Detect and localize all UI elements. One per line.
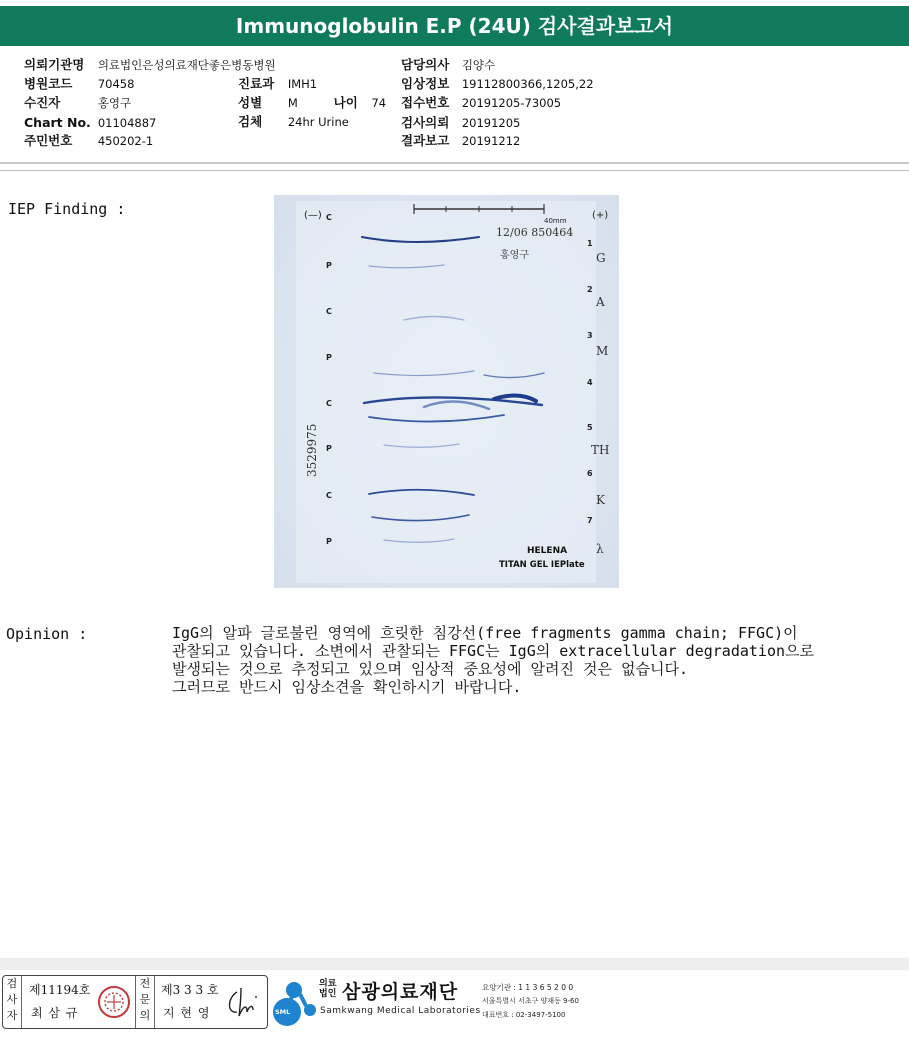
hospital-code-label: 병원코드 <box>24 76 73 91</box>
lane-letter: P <box>326 261 332 270</box>
institution-value: 의료법인은성의료재단좋은병동병원 <box>97 58 276 72</box>
antiserum-label: TH <box>591 443 610 457</box>
seal-icon <box>97 982 131 1022</box>
header-divider <box>0 162 909 164</box>
receipt-value: 20191205-73005 <box>461 96 562 110</box>
footer-divider <box>0 958 909 970</box>
doctor-label: 담당의사 <box>401 57 450 72</box>
opinion-line: 발생되는 것으로 추정되고 있으며 임상적 중요성에 알려진 것은 없습니다. <box>172 660 688 678</box>
report-title: Immunoglobulin E.P (24U) 검사결과보고서 <box>0 6 909 46</box>
antiserum-label: λ <box>596 542 604 556</box>
opinion-text <box>172 624 902 696</box>
lane-number: 5 <box>587 423 593 432</box>
receipt-row <box>401 94 561 112</box>
clinical-row <box>401 75 594 93</box>
company-prefix-top: 의료 <box>319 979 337 989</box>
report-footer <box>0 972 909 1032</box>
hospital-code-row <box>24 75 134 93</box>
sml-logo-text: SML <box>275 1008 291 1016</box>
report-row <box>401 132 520 150</box>
company-prefix-bottom: 법인 <box>319 989 337 999</box>
handwritten-id: 12/06 850464 <box>496 226 574 239</box>
header-divider-thin <box>0 170 909 171</box>
doctor-value: 김양수 <box>461 58 496 72</box>
handwritten-name: 홍영구 <box>500 250 529 261</box>
lane-number: 2 <box>587 285 593 294</box>
scale-label: 40mm <box>544 217 567 225</box>
lane-letter: C <box>326 399 332 408</box>
lane-number: 6 <box>587 469 593 478</box>
lane-number: 7 <box>587 516 593 525</box>
company-block <box>272 974 602 1030</box>
specialist-license-no: 제3 3 3 호 <box>161 983 219 997</box>
gel-svg <box>274 195 619 588</box>
sex-value: M <box>287 96 298 110</box>
lane-letter: C <box>326 307 332 316</box>
antiserum-label: A <box>596 295 605 309</box>
tester-vertical-label: 검사자 <box>3 976 22 1028</box>
institution-row <box>24 56 276 74</box>
company-prefix <box>319 979 336 999</box>
opinion-line: IgG의 알파 글로불린 영역에 흐릿한 침강선(free fragments gamma chain; FFGC)이 <box>172 624 798 642</box>
lane-letter: P <box>326 353 332 362</box>
lane-letter: P <box>326 537 332 546</box>
chart-label: Chart No. <box>24 115 91 130</box>
sml-logo-icon <box>272 978 320 1028</box>
age-label: 나이 <box>333 95 358 110</box>
lane-letter: C <box>326 491 332 500</box>
lane-number: 1 <box>587 239 593 248</box>
iep-finding-label: IEP Finding : <box>8 200 126 218</box>
specimen-row <box>238 113 349 131</box>
patient-row <box>24 94 131 112</box>
company-english-name: Samkwang Medical Laboratories <box>320 1006 481 1016</box>
chart-no: 01104887 <box>97 116 157 130</box>
patient-name: 홍영구 <box>97 96 132 110</box>
age-value: 74 <box>371 96 387 110</box>
gel-brand-line2: TITAN GEL IEPlate <box>499 560 585 570</box>
company-name: 삼광의료재단 <box>342 981 459 1003</box>
report-label: 결과보고 <box>401 133 450 148</box>
specialist-vertical-label: 전문의 <box>135 976 155 1028</box>
company-code: 요양기관 : 1 1 3 6 5 2 0 0 <box>482 983 574 992</box>
resident-no: 450202-1 <box>97 134 154 148</box>
request-row <box>401 114 520 132</box>
patient-label: 수진자 <box>24 95 61 110</box>
minus-pole: (—) <box>304 210 322 221</box>
sex-age-row <box>238 94 386 112</box>
resident-label: 주민번호 <box>24 133 73 148</box>
signature-box <box>2 975 268 1029</box>
plus-pole: (+) <box>592 210 609 221</box>
clinical-value: 19112800366,1205,22 <box>461 77 594 91</box>
iep-gel-image <box>274 195 619 588</box>
dept-row <box>238 75 317 93</box>
opinion-line: 관찰되고 있습니다. 소변에서 관찰되는 FFGC는 IgG의 extracellular degradation으로 <box>172 642 815 660</box>
opinion-label: Opinion : <box>6 625 88 643</box>
lane-letter: C <box>326 213 332 222</box>
sex-label: 성별 <box>238 95 263 110</box>
company-address: 서울특별시 서초구 양재동 9-60 <box>482 997 579 1005</box>
antiserum-label: M <box>596 344 609 358</box>
request-label: 검사의뢰 <box>401 115 450 130</box>
company-phone: 대표번호 : 02-3497-5100 <box>482 1011 566 1019</box>
side-number: 3529975 <box>305 423 319 477</box>
dept-label: 진료과 <box>238 76 275 91</box>
institution-label: 의뢰기관명 <box>24 57 85 72</box>
opinion-line: 그러므로 반드시 임상소견을 확인하시기 바랍니다. <box>172 678 522 696</box>
hospital-code-value: 70458 <box>97 77 135 91</box>
specialist-name: 지 현 영 <box>163 1006 211 1020</box>
tester-license-no: 제11194호 <box>29 983 91 997</box>
doctor-row <box>401 56 495 74</box>
clinical-label: 임상정보 <box>401 76 450 91</box>
antiserum-label: K <box>596 493 605 507</box>
resident-row <box>24 132 153 150</box>
report-date: 20191212 <box>461 134 521 148</box>
gel-brand-line1: HELENA <box>527 546 568 556</box>
request-date: 20191205 <box>461 116 521 130</box>
lane-number: 4 <box>587 378 593 387</box>
lane-letter: P <box>326 444 332 453</box>
specimen-value: 24hr Urine <box>287 115 349 129</box>
tester-name: 최 삼 규 <box>31 1006 79 1020</box>
specimen-label: 검체 <box>238 114 263 129</box>
antiserum-label: G <box>596 251 606 265</box>
signature-icon <box>223 984 263 1020</box>
patient-info-block <box>0 52 909 162</box>
receipt-label: 접수번호 <box>401 95 450 110</box>
dept-value: IMH1 <box>287 77 318 91</box>
chart-row <box>24 114 156 132</box>
lane-number: 3 <box>587 331 593 340</box>
